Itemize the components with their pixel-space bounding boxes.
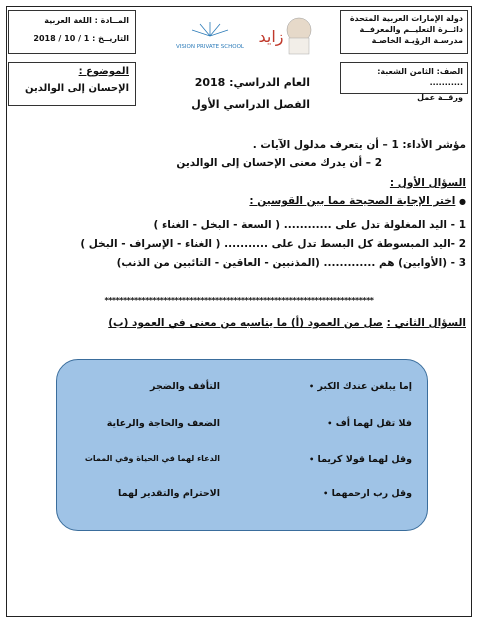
school-logo-icon bbox=[170, 18, 250, 56]
ministry-line: دولة الإمارات العربية المتحدة bbox=[349, 14, 463, 23]
bullet-icon: • bbox=[327, 419, 333, 428]
subject-line: المــادة : اللغة العربية bbox=[44, 16, 129, 25]
ministry-header bbox=[340, 10, 468, 54]
bullet-icon: ● bbox=[459, 197, 466, 206]
date-line: التاريــخ : 1 / 10 / 2018 bbox=[33, 34, 129, 43]
bullet-icon: • bbox=[309, 382, 315, 391]
topic-label: الموضوع : bbox=[78, 66, 129, 77]
school-logo-text: VISION PRIVATE SCHOOL bbox=[176, 44, 244, 50]
q1-item: 1 - اليد المغلولة تدل على ............ ( السعة - البخل - الغناء ) bbox=[153, 219, 466, 231]
zayed-logo-icon bbox=[255, 10, 315, 56]
q2-header bbox=[108, 316, 466, 330]
q1-instruction bbox=[249, 194, 466, 209]
school-logo bbox=[170, 18, 250, 56]
bullet-icon: • bbox=[309, 455, 315, 464]
column-b-item: التأفف والضجر bbox=[150, 381, 220, 392]
q1-title: السؤال الأول : bbox=[389, 177, 466, 189]
column-a-text: فلا تقل لهما أف bbox=[335, 418, 412, 429]
column-a-item bbox=[327, 418, 412, 429]
subject-header bbox=[8, 10, 136, 54]
q1-item: 2 -اليد المبسوطة كل البسط تدل على ........... ( الغناء - الإسراف - البخل ) bbox=[80, 238, 466, 250]
q2-title: السؤال الثاني : bbox=[386, 317, 466, 329]
department-line: دائــرة التعليــم والمعرفــة bbox=[359, 25, 463, 34]
column-a-item bbox=[323, 488, 412, 499]
column-a-item bbox=[309, 381, 412, 392]
q1-instruction-text: اختر الإجابة الصحيحة مما بين القوسين : bbox=[249, 195, 456, 207]
column-a-text: وقل رب ارحمهما bbox=[331, 488, 412, 499]
column-a-text: إما يبلغن عندك الكبر bbox=[317, 381, 412, 392]
term: الفصل الدراسي الأول bbox=[191, 98, 310, 111]
indicator-line-2: 2 – أن يدرك معنى الإحسان إلى الوالدين bbox=[176, 157, 382, 169]
grade-line: الصف: الثامن الشعبة: ........... bbox=[377, 67, 463, 87]
worksheet-label: ورقــة عمل bbox=[417, 93, 463, 102]
topic-value: الإحسان إلى الوالدين bbox=[25, 83, 129, 94]
bullet-icon: • bbox=[323, 489, 329, 498]
q1-item: 3 - (الأوابين) هم ............. (المذنبين - العاقين - التائبين من الذنب) bbox=[116, 257, 466, 269]
column-b-item: الدعاء لهما في الحياة وفي الممات bbox=[84, 454, 220, 463]
column-a-text: وقل لهما قولا كريما bbox=[317, 454, 412, 465]
school-line: مدرسـة الرؤيـة الخاصـة bbox=[371, 36, 463, 45]
separator-line: ************************************************************************* bbox=[104, 296, 374, 305]
q2-instruction: صل من العمود (أ) ما يناسبه من معنى في العمود (ب) bbox=[108, 317, 383, 329]
academic-year: العام الدراسي: 2018 bbox=[194, 76, 310, 89]
column-b-item: الاحترام والتقدير لهما bbox=[118, 488, 220, 499]
zayed-logo-text: زايد bbox=[258, 27, 284, 46]
grade-box bbox=[340, 62, 468, 102]
column-b-item: الضعف والحاجة والرعاية bbox=[106, 418, 220, 429]
indicator-line-1: مؤشر الأداء: 1 – أن يتعرف مدلول الآيات . bbox=[252, 139, 466, 151]
column-a-item bbox=[309, 454, 412, 465]
topic-box bbox=[8, 62, 136, 106]
zayed-logo bbox=[255, 10, 315, 56]
